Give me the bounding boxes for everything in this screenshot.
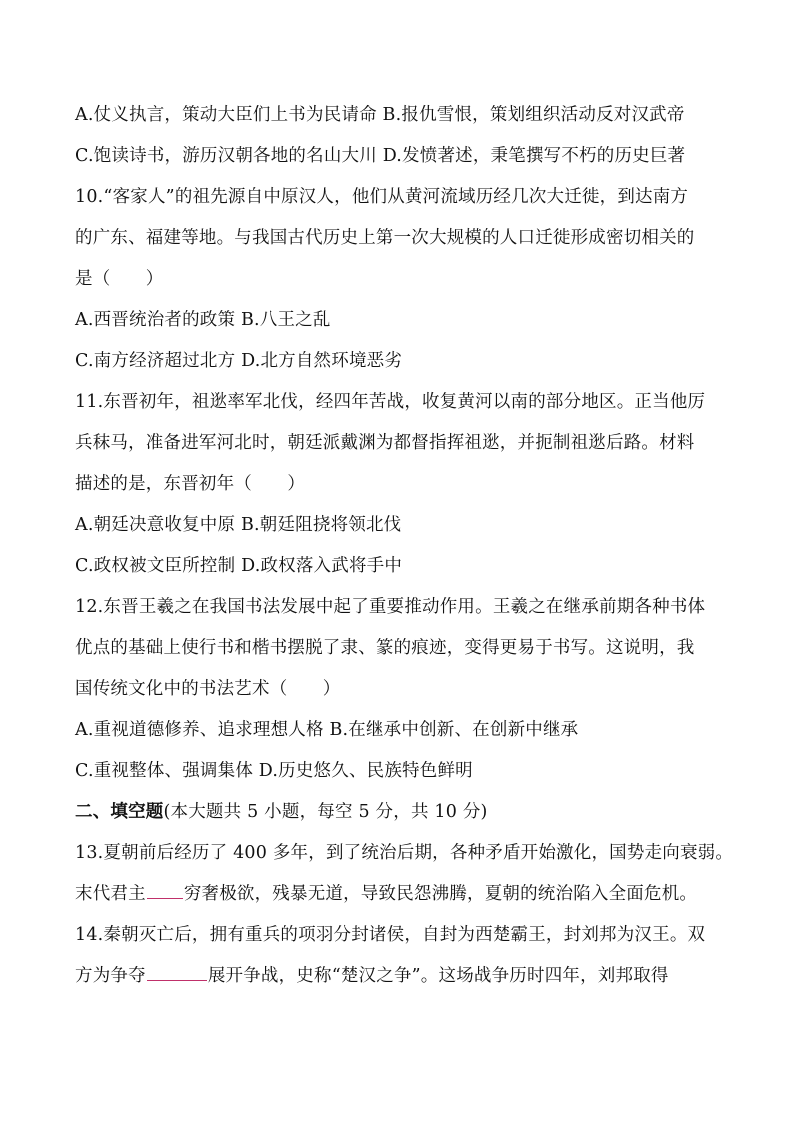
question-stem-line: 10.“客家人”的祖先源自中原汉人，他们从黄河流域历经几次大迁徙，到达南方: [75, 187, 689, 207]
question-stem-line: 描述的是，东晋初年（ ）: [75, 474, 306, 494]
question-10: [75, 177, 725, 382]
option-line: A.朝廷决意收复中原 B.朝廷阻挠将领北伐: [75, 515, 402, 535]
question-stem-line: 优点的基础上使行书和楷书摆脱了隶、篆的痕迹，变得更易于书写。这说明，我: [75, 638, 695, 658]
question-stem-line: 国传统文化中的书法艺术（ ）: [75, 679, 341, 699]
option-line: A.仗义执言，策动大臣们上书为民请命 B.报仇雪恨，策划组织活动反对汉武帝: [75, 105, 685, 125]
question-stem-line: 11.东晋初年，祖逖率军北伐，经四年苦战，收复黄河以南的部分地区。正当他厉: [75, 392, 706, 412]
exam-page: [75, 95, 734, 997]
option-line: A.西晋统治者的政策 B.八王之乱: [75, 310, 331, 330]
section-note: (本大题共 5 小题，每空 5 分，共 10 分): [163, 802, 488, 822]
option-line: C.南方经济超过北方 D.北方自然环境恶劣: [75, 351, 403, 371]
question-stem-line: [75, 874, 725, 915]
answer-blank[interactable]: [147, 880, 183, 899]
question-9-options: [75, 95, 725, 177]
stem-text: 方为争夺: [75, 966, 146, 986]
stem-text: 末代君主: [75, 884, 146, 904]
question-stem-line: 的广东、福建等地。与我国古代历史上第一次大规模的人口迁徙形成密切相关的: [75, 228, 695, 248]
stem-text: 穷奢极欲，残暴无道，导致民怨沸腾，夏朝的统治陷入全面危机。: [183, 884, 698, 904]
stem-text: 展开争战，史称“楚汉之争”。这场战争历时四年，刘邦取得: [207, 966, 669, 986]
option-line: C.饱读诗书，游历汉朝各地的名山大川 D.发愤著述，秉笔撰写不朽的历史巨著: [75, 146, 686, 166]
question-stem-line: 14.秦朝灭亡后，拥有重兵的项羽分封诸侯，自封为西楚霸王，封刘邦为汉王。双: [75, 925, 706, 945]
section-heading: [75, 792, 725, 833]
question-11: [75, 382, 725, 587]
question-14: [75, 915, 725, 997]
option-line: C.重视整体、强调集体 D.历史悠久、民族特色鲜明: [75, 761, 473, 781]
question-stem-line: [75, 956, 725, 997]
option-line: C.政权被文臣所控制 D.政权落入武将手中: [75, 556, 403, 576]
question-stem-line: 12.东晋王羲之在我国书法发展中起了重要推动作用。王羲之在继承前期各种书体: [75, 597, 706, 617]
section-title: 二、填空题: [75, 802, 164, 822]
answer-blank[interactable]: [147, 962, 207, 981]
question-stem-line: 是（ ）: [75, 269, 164, 289]
question-stem-line: 13.夏朝前后经历了 400 多年，到了统治后期，各种矛盾开始激化，国势走向衰弱。: [75, 843, 734, 863]
question-12: [75, 587, 725, 792]
option-line: A.重视道德修养、追求理想人格 B.在继承中创新、在创新中继承: [75, 720, 579, 740]
question-13: [75, 833, 734, 915]
question-stem-line: 兵秣马，准备进军河北时，朝廷派戴渊为都督指挥祖逖，并扼制祖逖后路。材料: [75, 433, 695, 453]
